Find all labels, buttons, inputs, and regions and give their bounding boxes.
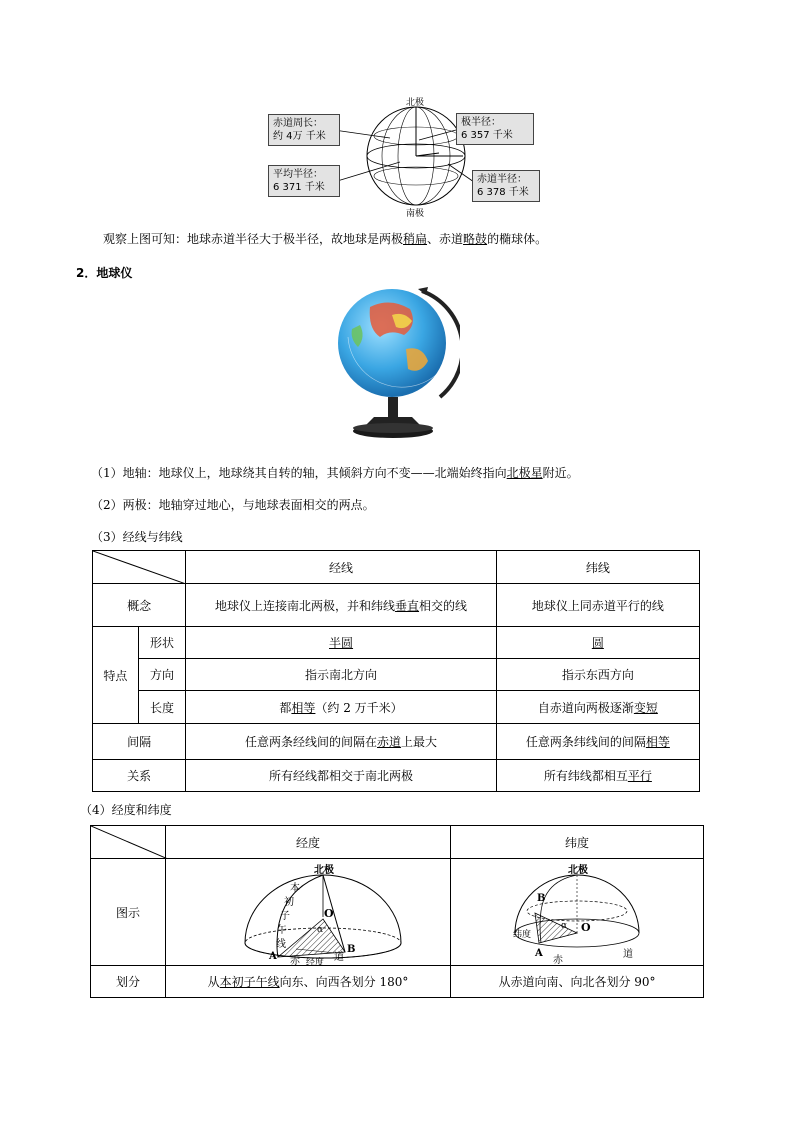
interval-meridian-text-2: 上最大 <box>401 735 438 749</box>
observation-text-3: 的椭球体。 <box>487 232 548 246</box>
lat-center-o: O <box>581 921 591 934</box>
lon-longitude-word: 经度 <box>306 958 325 968</box>
equator-circumference-label: 赤道周长： <box>273 118 323 129</box>
interval-meridian-answer: 赤道 <box>377 735 402 749</box>
lat-equator-char-2: 道 <box>623 949 633 960</box>
shape-meridian <box>186 627 496 659</box>
row-concept-label: 概念 <box>93 584 186 627</box>
table2-title: （4）经度和纬度 <box>80 803 172 817</box>
row-length-label: 长度 <box>138 691 186 724</box>
length-parallel <box>496 691 699 724</box>
header-parallel: 纬线 <box>496 551 699 584</box>
row-figure-label: 图示 <box>91 859 166 966</box>
mean-radius-value: 6 371 千米 <box>273 182 325 193</box>
earth-axis-answer: 北极星 <box>506 466 543 480</box>
concept-meridian-text-2: 相交的线 <box>419 598 468 613</box>
meridian-parallel-table <box>92 550 700 792</box>
mean-radius-callout <box>268 165 340 197</box>
latitude-diagram <box>451 859 703 965</box>
row-shape-label: 形状 <box>138 627 186 659</box>
table1-corner-cell <box>93 551 186 584</box>
interval-parallel-text: 任意两条纬线间的间隔 <box>525 735 646 749</box>
lat-equator-char-1: 赤 <box>553 955 563 966</box>
earth-axis-text-1: （1）地轴：地球仪上，地球绕其自转的轴，其倾斜方向不变——北端始终指向 <box>91 466 507 480</box>
earth-axis-text-2: 附近。 <box>542 466 579 480</box>
direction-parallel: 指示东西方向 <box>496 659 699 691</box>
header-meridian: 经线 <box>186 551 496 584</box>
lon-prime-char-5: 线 <box>276 939 286 950</box>
table1-title: （3）经线与纬线 <box>91 530 183 544</box>
length-meridian-text-2: （约 2 万千米） <box>315 700 403 715</box>
equator-radius-value: 6 378 千米 <box>477 187 529 198</box>
observation-text-1: 观察上图可知：地球赤道半径大于极半径，故地球是两极 <box>103 232 404 246</box>
row-direction-label: 方向 <box>138 659 186 691</box>
diagonal-line <box>93 551 186 584</box>
polar-radius-callout <box>456 113 534 145</box>
section-2-heading: 2．地球仪 <box>76 266 133 280</box>
polar-radius-label: 极半径： <box>461 117 501 128</box>
lon-center-o: O <box>324 907 334 920</box>
lon-equator-char-2: 道 <box>334 952 344 963</box>
lon-prime-char-4: 午 <box>277 925 287 936</box>
interval-meridian-text-1: 任意两条经线间的间隔在 <box>245 735 378 749</box>
lat-north-pole-label: 北极 <box>568 865 588 876</box>
relation-parallel <box>496 760 699 792</box>
relation-parallel-text: 所有纬线都相互 <box>543 769 628 783</box>
header-latitude: 纬度 <box>451 826 704 859</box>
south-pole-label: 南极 <box>406 209 425 219</box>
globe-image <box>330 285 460 447</box>
equator-radius-callout <box>472 170 540 202</box>
observation-text-2: 、赤道 <box>427 232 464 246</box>
observation-answer-flat: 稍扁 <box>403 232 428 246</box>
latitude-figure-cell <box>451 859 704 966</box>
lon-equator-char-1: 赤 <box>290 956 300 967</box>
earth-axis-paragraph <box>91 464 579 481</box>
north-pole-label: 北极 <box>406 98 425 108</box>
equator-circumference-callout <box>268 114 340 146</box>
length-meridian-answer: 相等 <box>291 700 316 715</box>
polar-radius-value: 6 357 千米 <box>461 130 513 141</box>
length-parallel-text: 自赤道向两极逐渐 <box>537 700 634 715</box>
observation-paragraph <box>103 230 547 247</box>
equator-radius-label: 赤道半径： <box>477 174 527 185</box>
equator-circumference-value: 约 4万 千米 <box>273 131 326 142</box>
mean-radius-label: 平均半径： <box>273 169 323 180</box>
interval-parallel-answer: 相等 <box>645 735 670 749</box>
relation-parallel-answer: 平行 <box>627 769 652 783</box>
division-longitude-text-2: 向东、向西各划分 180° <box>279 975 409 989</box>
header-longitude: 经度 <box>166 826 451 859</box>
lon-prime-char-3: 子 <box>280 911 290 922</box>
lon-prime-char-2: 初 <box>284 897 294 908</box>
lat-point-b: B <box>537 893 546 904</box>
earth-sphere-drawing <box>262 92 542 222</box>
lat-point-a: A <box>535 948 543 959</box>
concept-parallel: 地球仪上同赤道平行的线 <box>496 584 699 627</box>
lon-alpha: α <box>317 925 324 935</box>
row-relation-label: 关系 <box>93 760 186 792</box>
shape-parallel <box>496 627 699 659</box>
row-division-label: 划分 <box>91 966 166 998</box>
lon-point-a: A <box>269 951 277 962</box>
earth-shape-figure <box>262 92 542 222</box>
concept-meridian <box>186 584 496 627</box>
lon-north-pole-label: 北极 <box>314 865 334 876</box>
longitude-latitude-table <box>90 825 704 998</box>
division-longitude <box>166 966 451 998</box>
shape-meridian-answer: 半圆 <box>329 636 354 650</box>
table2-corner-cell <box>91 826 166 859</box>
longitude-figure-cell <box>166 859 451 966</box>
length-meridian <box>186 691 496 724</box>
shape-parallel-answer: 圆 <box>591 636 604 650</box>
interval-parallel <box>496 724 699 760</box>
interval-meridian <box>186 724 496 760</box>
observation-answer-bulge: 略鼓 <box>463 232 488 246</box>
division-latitude: 从赤道向南、向北各划分 90° <box>451 966 704 998</box>
direction-meridian: 指示南北方向 <box>186 659 496 691</box>
concept-meridian-text-1: 地球仪上连接南北两极，并和纬线 <box>215 598 396 613</box>
lat-alpha: α <box>561 921 568 931</box>
lon-point-b: B <box>347 944 356 955</box>
division-longitude-answer: 本初子午线 <box>219 975 280 989</box>
relation-meridian: 所有经线都相交于南北两极 <box>186 760 496 792</box>
poles-paragraph: （2）两极：地轴穿过地心，与地球表面相交的两点。 <box>91 498 375 512</box>
row-interval-label: 间隔 <box>93 724 186 760</box>
division-longitude-text-1: 从 <box>207 975 220 989</box>
length-parallel-answer: 变短 <box>633 700 658 715</box>
lon-prime-char-1: 本 <box>290 883 300 894</box>
diagonal-line <box>91 826 168 859</box>
longitude-diagram <box>166 859 450 968</box>
row-feature-label: 特点 <box>93 627 139 724</box>
lat-latitude-word: 纬度 <box>513 930 532 940</box>
length-meridian-text-1: 都 <box>279 700 292 715</box>
concept-meridian-answer: 垂直 <box>395 598 420 613</box>
